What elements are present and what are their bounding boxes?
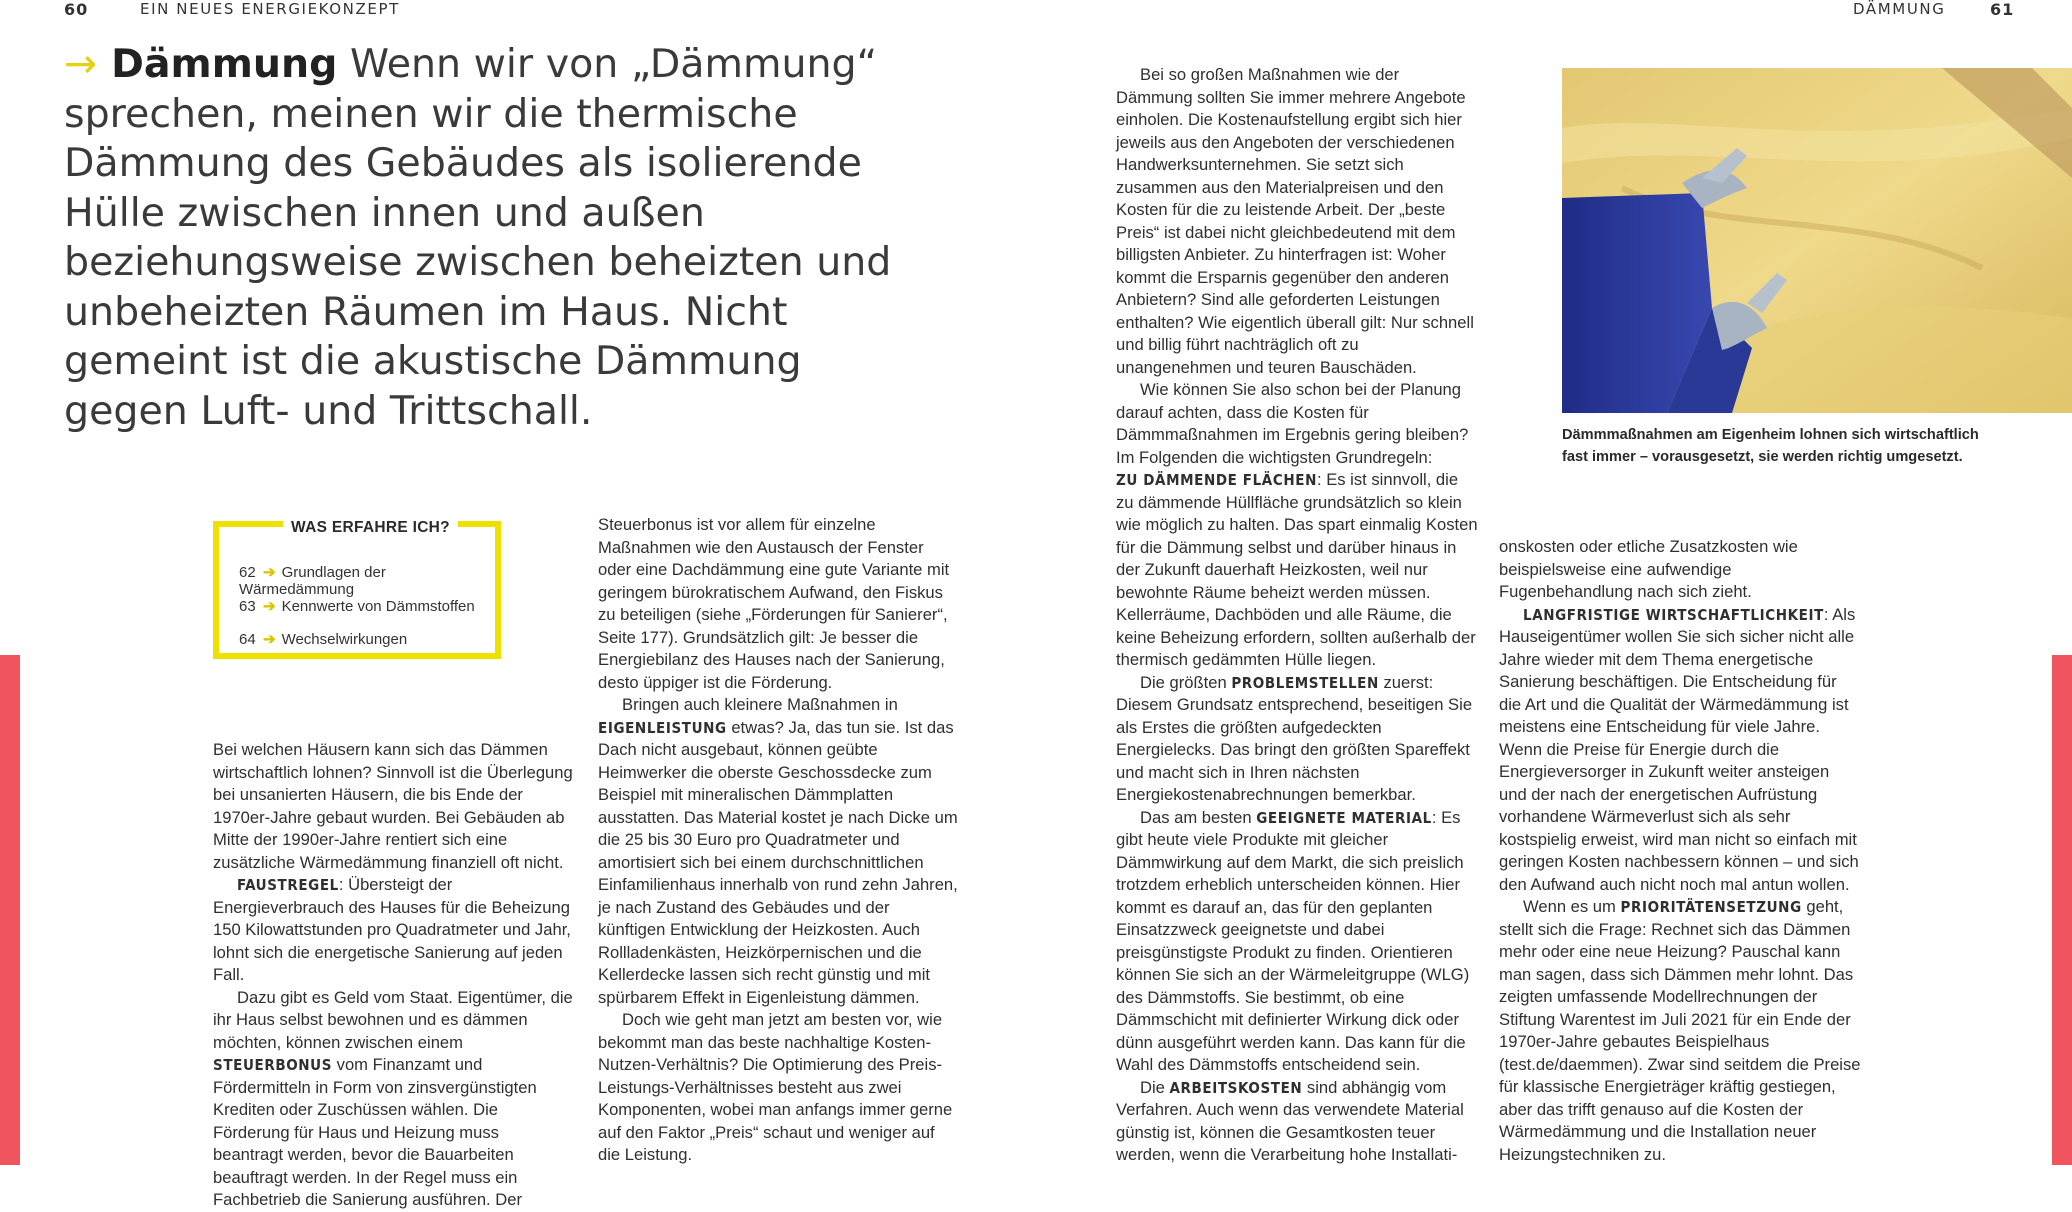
info-box (213, 521, 501, 659)
intro-body: Wenn wir von „Dämmung“ sprechen, meinen wir die thermische Dämmung des Gebäudes als isolierende Hülle zwischen innen und außen beziehungsweise zwischen beheizten und unbeheizten Räumen im Haus. Nicht gemeint ist die akustische Dämmung gegen Luft- und Trittschall. (64, 41, 892, 434)
info-box-item[interactable] (239, 563, 495, 598)
paragraph: Wenn es um PRIORITÄTENSETZUNG geht, stellt sich die Frage: Rechnet sich das Dämmen mehr oder eine neue Heizung? Pauschal kann man sagen, dass sich Dämmen mehr lohnt. Das zeigten umfassende Modellrechnungen der Stiftung Warentest im Juli 2021 für ein Ende der 1970er-Jahre gebautes Beispielhaus (test.de/daemmen). Zwar sind seitdem die Preise für klassische Energieträger kräftig gestiegen, aber das trifft genauso auf die Kosten der Wärmedämmung und die Installation neuer Heizungstechniken zu. (1499, 897, 1861, 1164)
paragraph: Bei welchen Häusern kann sich das Dämmen wirtschaftlich lohnen? Sinnvoll ist die Überlegung bei unsanierten Häusern, die bis Ende der 1970er-Jahre gebaut wurden. Bei Gebäuden ab Mitte der 1990er-Jahre rentiert sich eine zusätzliche Wärmedämmung finanziell oft nicht. (213, 740, 573, 872)
arrow-right-icon: ➔ (263, 564, 276, 581)
intro-text (64, 40, 904, 436)
paragraph: Die ARBEITSKOSTEN sind abhängig vom Verfahren. Auch wenn das verwendete Material günstig ist, können die Gesamtkosten teuer werden, wenn die Verarbeitung hohe Installati- (1116, 1077, 1464, 1164)
insulation-photo-graphic (1562, 68, 2072, 413)
left-page (0, 0, 1036, 1209)
intro-arrow-icon: → (64, 41, 98, 87)
keyword: GEEIGNETE MATERIAL (1256, 808, 1432, 827)
paragraph: Die größten PROBLEMSTELLEN zuerst: Diesem Grundsatz entsprechend, beseitigen Sie als Erstes die größten aufgedeckten Energielecks. Das bringt den größten Spareffekt und macht sich in Ihren nächsten Energiekostenabrechnungen bemerkbar. (1116, 672, 1473, 804)
right-page (1036, 0, 2072, 1165)
info-box-item-label: Kennwerte von Dämmstoffen (281, 598, 475, 615)
info-box-item-page: 64 (239, 631, 256, 648)
right-edge-bar (2052, 655, 2072, 1165)
info-box-item-label: Wechselwirkungen (281, 631, 408, 648)
keyword: PRIORITÄTENSETZUNG (1620, 898, 1802, 916)
paragraph: FAUSTREGEL: Übersteigt der Energieverbrauch des Hauses für die Beheizung 150 Kilowattstunden pro Quadratmeter und Jahr, lohnt sich die energetische Sanierung auf jeden Fall. (213, 875, 571, 984)
paragraph: ZU DÄMMENDE FLÄCHEN: Es ist sinnvoll, die zu dämmende Hüllfläche grundsätzlich so klein wie möglich zu halten. Das spart einmalig Kosten für die Dämmung selbst und darüber hinaus in der Zukunft dauerhaft Heizkosten, weil nur bewohnte Räume beheizt werden müssen. Kellerräume, Dachböden und alle Räume, die keine Beheizung erfordern, sollten außerhalb der thermisch gedämmten Hülle liegen. (1116, 470, 1478, 669)
keyword: STEUERBONUS (213, 1056, 333, 1074)
paragraph: Das am besten GEEIGNETE MATERIAL: Es gibt heute viele Produkte mit gleicher Dämmwirkung auf dem Markt, die sich preislich trotzdem erheblich unterscheiden können. Hier kommt es darauf an, das für den geplanten Einsatzzweck geeignetste und dabei preisgünstigste Produkt zu finden. Orientieren können Sie sich an der Wärmeleitgruppe (WLG) des Dämmstoffs. Sie bestimmt, ob eine Dämmschicht mit definierter Wirkung dick oder dünn ausgeführt werden kann. Das kann für die Wahl des Dämmstoffs entscheidend sein. (1116, 807, 1470, 1074)
paragraph: Bringen auch kleinere Maßnahmen in EIGENLEISTUNG etwas? Ja, das tun sie. Ist das Dach nicht ausgebaut, können geübte Heimwerker die oberste Geschossdecke zum Beispiel mit mineralischen Dämmplatten ausstatten. Das Material kostet je nach Dicke um die 25 bis 30 Euro pro Quadratmeter und amortisiert sich bei einem durchschnittlichen Einfamilienhaus innerhalb von rund zehn Jahren, je nach Zustand des Gebäudes und der künftigen Entwicklung der Heizkosten. Auch Rollladenkästen, Heizkörpernischen und die Kellerdecke lassen sich recht günstig und mit spürbarem Effekt in Eigenleistung dämmen. (598, 695, 958, 1007)
info-box-item-label: Grundlagen der Wärmedämmung (239, 564, 386, 598)
text-column-2 (598, 514, 958, 1167)
text-column-3 (1116, 64, 1478, 1167)
intro-lead: Dämmung (111, 41, 338, 87)
info-box-item-page: 63 (239, 598, 256, 615)
keyword: FAUSTREGEL (237, 876, 339, 894)
left-page-number: 60 (64, 0, 89, 19)
keyword: EIGENLEISTUNG (598, 718, 727, 737)
left-running-title: EIN NEUES ENERGIEKONZEPT (140, 0, 400, 18)
paragraph: Steuerbonus ist vor allem für einzelne Maßnahmen wie den Austausch der Fenster oder eine Dachdämmung eine gute Variante mit geringem bürokratischem Aufwand, den Fiskus zu beteiligen (siehe „Förderungen für Sanierer“, Seite 177). Grundsätzlich gilt: Je besser die Energiebilanz des Hauses nach der Sanierung, desto üppiger ist die Förderung. (598, 515, 950, 692)
keyword: ZU DÄMMENDE FLÄCHEN (1116, 471, 1317, 489)
paragraph: Wie können Sie also schon bei der Planung darauf achten, dass die Kosten für Dämmmaßnahmen im Ergebnis gering bleiben? Im Folgenden die wichtigsten Grundregeln: (1116, 380, 1469, 467)
paragraph: onskosten oder etliche Zusatzkosten wie beispielsweise eine aufwendige Fugenbehandlung nach sich zieht. (1499, 537, 1798, 601)
arrow-right-icon: ➔ (263, 598, 276, 615)
info-box-item-page: 62 (239, 564, 256, 581)
arrow-right-icon: ➔ (263, 631, 276, 648)
info-box-title: WAS ERFAHRE ICH? (283, 519, 458, 537)
paragraph: Doch wie geht man jetzt am besten vor, wie bekommt man das beste nachhaltige Kosten-Nutzen-Verhältnis? Die Optimierung des Preis-Leistungs-Verhältnisses besteht aus zwei Komponenten, wobei man anfangs immer gerne auf den Faktor „Preis“ schaut und weniger auf die Leistung. (598, 1010, 953, 1164)
info-box-item[interactable] (239, 597, 475, 615)
text-column-1 (213, 739, 573, 1212)
paragraph: LANGFRISTIGE WIRTSCHAFTLICHKEIT: Als Hauseigentümer wollen Sie sich sicher nicht alle Jahre wieder mit dem Thema energetische Sanierung beschäftigen. Die Entscheidung für die Art und die Qualität der Wärmedämmung ist meistens eine Entscheidung für viele Jahre. Wenn die Preise für Energie durch die Energieversorger in Zukunft weiter ansteigen und der nach der energetischen Aufrüstung vorhandene Wärmeverlust sich als sehr kostspielig erweist, wird man nicht so einfach mit geringen Kosten nachbessern können – und sich den Aufwand auch nicht noch mal antun wollen. (1499, 604, 1859, 894)
right-running-title: DÄMMUNG (1853, 0, 1946, 18)
paragraph: Bei so großen Maßnahmen wie der Dämmung sollten Sie immer mehrere Angebote einholen. Die Kostenaufstellung ergibt sich hier jeweils aus den Angeboten der verschiedenen Handwerksunternehmen. Sie setzt sich zusammen aus den Materialpreisen und den Kosten für die zu leistende Arbeit. Der „beste Preis“ ist dabei nicht gleichbedeutend mit dem billigsten Anbieter. Zu hinterfragen ist: Woher kommt die Ersparnis gegenüber den anderen Anbietern? Sind alle geforderten Leistungen enthalten? Wie eigentlich überall gilt: Nur schnell und billig führt nachträglich oft zu unangenehmen und teuren Bauschäden. (1116, 65, 1474, 377)
text-column-4 (1499, 536, 1861, 1166)
photo-caption: Dämmmaßnahmen am Eigenheim lohnen sich wirtschaftlich fast immer – vorausgesetzt, sie werden richtig umgesetzt. (1562, 427, 1979, 465)
keyword: PROBLEMSTELLEN (1231, 673, 1379, 692)
keyword: ARBEITSKOSTEN (1169, 1078, 1303, 1097)
left-edge-bar (0, 655, 20, 1165)
paragraph: Dazu gibt es Geld vom Staat. Eigentümer, die ihr Haus selbst bewohnen und es dämmen möchten, können zwischen einem STEUERBONUS vom Finanzamt und Fördermitteln in Form von zinsvergünstigten Krediten oder Zuschüssen wählen. Die Förderung für Haus und Heizung muss beantragt werden, bevor die Bauarbeiten beauftragt werden. In der Regel muss ein Fachbetrieb die Sanierung ausführen. Der (213, 987, 573, 1209)
right-page-number: 61 (1990, 0, 2015, 19)
info-box-item[interactable] (239, 630, 407, 648)
insulation-photo (1562, 68, 2072, 413)
keyword: LANGFRISTIGE WIRTSCHAFTLICHKEIT (1523, 605, 1824, 624)
